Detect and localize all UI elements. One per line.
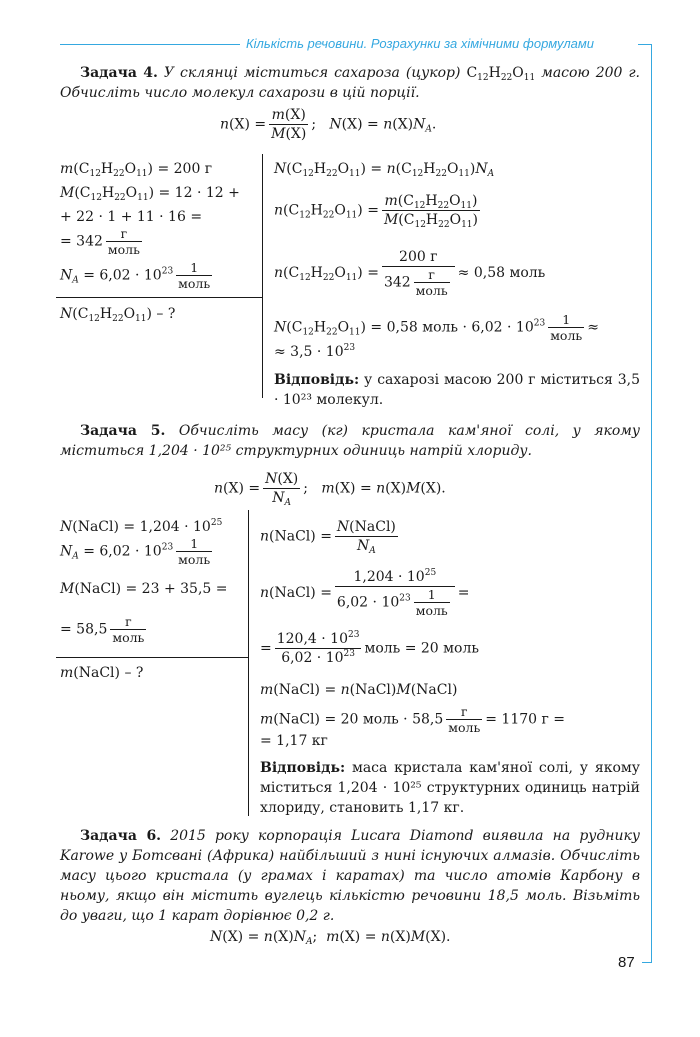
task4-formula: n(X) = $\frac{m(X)}{M(X)}$ ; $N(X) = n(X)N_A$.	[220, 107, 437, 142]
task5-given-molar-value: = 58,5 г моль	[60, 614, 145, 645]
task5-sol-line6: = 1,17 кг	[260, 733, 328, 749]
task4-find: $N(C_{12}H_{22}O_{11})$ – ?	[60, 306, 176, 324]
task5-given-divider	[56, 657, 248, 658]
page-number: 87	[618, 954, 635, 971]
task4-given-molar-2: + 22 · 1 + 11 · 16 =	[60, 209, 203, 225]
task6-formula: $N(X) = n(X)N_A$; m(X) = n(X)M(X).	[210, 929, 451, 947]
task4-given-mass: $m(C_{12}H_{22}O_{11}) = 200$ г	[60, 161, 213, 179]
task5-sol-line1: n(NaCl) = N(NaCl) $N_A$	[260, 519, 396, 556]
running-header: Кількість речовини. Розрахунки за хімічними формулами	[246, 36, 595, 51]
task4-sol-line4: $N(C_{12}H_{22}O_{11}) = 0,58$ моль · $6,02 \cdot 10^{23}$ 1 моль ≈	[274, 312, 599, 343]
task5-given-count: N(NaCl) = $1,204 \cdot 10^{25}$	[60, 518, 223, 535]
task4-sol-line2: $n(C_{12}H_{22}O_{11})$ = $\frac{m(C_{12}H_{22}O_{11})}{M(C_{12}H_{22}O_{11})}$	[274, 193, 478, 230]
task4-sol-line5: ≈ $3,5 \cdot 10^{23}$	[274, 343, 356, 360]
task4-given-avogadro: $N_A = 6,02 \cdot 10^{23}$ 1 моль	[60, 260, 211, 291]
task4-vertical-divider	[262, 154, 263, 398]
header-rule-left	[60, 44, 240, 45]
task5-find: m(NaCl) – ?	[60, 665, 144, 681]
task4-label: Задача 4.	[80, 65, 158, 81]
task5-sol-line3: = $\frac{120,4 \cdot 10^{23}}{6,02 \cdot 10^{23}}$ моль = 20 моль	[260, 630, 480, 666]
header-rule-right	[638, 44, 652, 45]
task5-sol-line2: n(NaCl) = $1,204 \cdot 10^{25}$ $6,02 \cdot 10^{23}$ 1 моль =	[260, 568, 470, 618]
task5-answer: Відповідь: маса кристала кам'яної солі, у якому міститься 1,204 · 10²⁵ структурних одиниць натрій хлориду, становить 1,17 кг.	[260, 760, 640, 816]
task4-sol-line3: $n(C_{12}H_{22}O_{11})$ = 200 г 342 г моль ≈ 0,58 моль	[274, 249, 546, 298]
task5-label: Задача 5.	[80, 423, 166, 439]
footer-tick	[642, 962, 652, 963]
task4-answer: Відповідь: у сахарозі масою 200 г міститься 3,5 · 10²³ молекул.	[274, 372, 641, 408]
task6-label: Задача 6.	[80, 828, 162, 844]
task4-given-molar-1: $M(C_{12}H_{22}O_{11}) = 12 \cdot 12$ +	[60, 185, 240, 203]
task4-sol-line1: $N(C_{12}H_{22}O_{11}) = n(C_{12}H_{22}O_{11})N_A$	[274, 161, 495, 179]
task4-given-molar-3: = 342 г моль	[60, 226, 140, 257]
task5-vertical-divider	[248, 510, 249, 816]
task6-statement: Задача 6. 2015 року корпорація Lucara Diamond виявила на руднику Karowe у Ботсвані (Африка) найбільший з нині існуючих алмазів. Обчисліть масу цього кристала (у грамах і каратах) та число атомів Карбону в ньому, якщо він містить вуглець кількістю речовини 18,5 моль. Візьміть до уваги, що 1 карат дорівнює 0,2 г.	[60, 828, 640, 924]
task5-statement: Задача 5. Обчисліть масу (кг) кристала кам'яної солі, у якому міститься 1,204 · 10²⁵ структурних одиниць натрій хлориду.	[60, 423, 640, 459]
task5-formula: n(X) = $\frac{N(X)}{N_A}$ ; m(X) = n(X)M(X).	[214, 471, 446, 508]
task5-given-molar: M(NaCl) = 23 + 35,5 =	[60, 581, 228, 597]
task4-given-divider	[56, 297, 262, 298]
task5-given-avogadro: $N_A = 6,02 \cdot 10^{23}$ 1 моль	[60, 536, 211, 567]
task5-sol-line4: m(NaCl) = n(NaCl)M(NaCl)	[260, 682, 458, 698]
task4-statement: Задача 4. У склянці міститься сахароза (цукор) $C_{12}H_{22}O_{11}$ масою 200 г. Обчисліть число молекул сахарози в цій порції.	[60, 65, 640, 101]
margin-rule	[651, 44, 652, 963]
task5-sol-line5: m(NaCl) = 20 моль · 58,5 г моль = 1170 г =	[260, 704, 566, 735]
